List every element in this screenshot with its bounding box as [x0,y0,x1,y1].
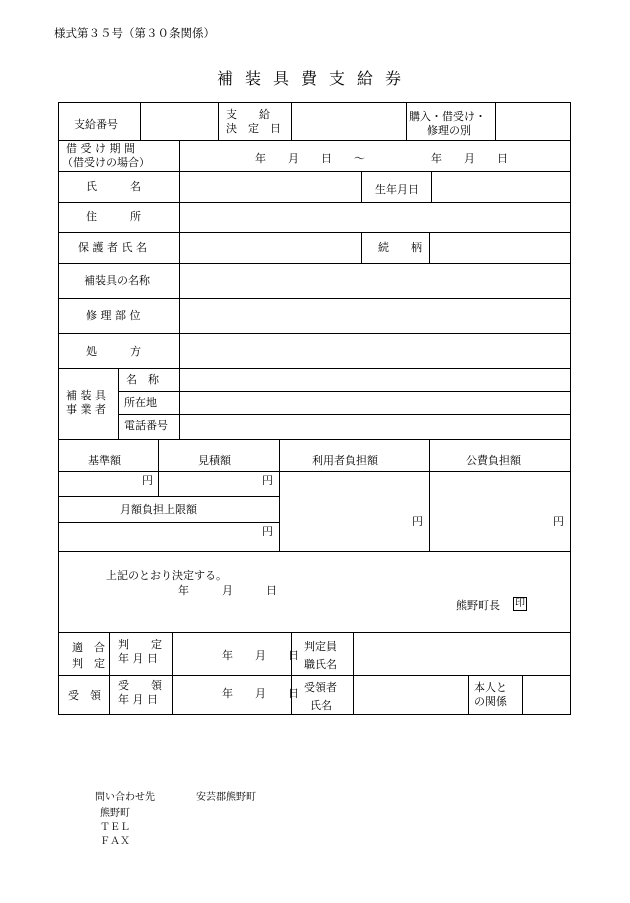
decision-text: 上記のとおり決定する。 [106,569,227,582]
label-seinengappi: 生年月日 [375,183,419,196]
yen-kijun: 円 [142,474,153,487]
label-juryosha-2: 氏名 [310,699,332,712]
label-juryosha-1: 受領者 [304,681,337,694]
label-juryo: 受 領 [68,689,101,702]
label-riyosha: 利用者負担額 [312,454,378,467]
inquiry-tel: ＴＥＬ [100,822,130,833]
label-shuri-bui: 修 理 部 位 [86,309,141,322]
label-kijun: 基準額 [88,454,121,467]
seal-mark: 印 [515,598,525,609]
label-hantei-1: 判 定 [118,638,162,651]
label-jusho: 住 所 [86,210,141,223]
label-kouhi: 公費負担額 [466,454,521,467]
inquiry-address: 安芸郡熊野町 [196,792,256,803]
hantei-date: 年 月 日 [222,649,299,662]
label-mitsumori: 見積額 [198,454,231,467]
label-kankei-1: 本人と [474,681,507,694]
decision-date: 年 月 日 [178,584,277,597]
form-number: 様式第３５号（第３０条関係） [54,26,215,40]
label-juryo-d-2: 年 月 日 [118,693,158,706]
label-shimei: 氏 名 [86,180,141,193]
yen-riyosha: 円 [412,515,423,528]
inquiry-label: 問い合わせ先 [95,792,155,803]
label-hogosha: 保 護 者 氏 名 [78,241,147,254]
label-jigyosha-2: 事 業 者 [66,403,106,416]
yen-mitsumori: 円 [262,474,273,487]
inquiry-town: 熊野町 [100,808,130,819]
kariuke-dates: 年 月 日 ～ 年 月 日 [255,152,508,165]
label-tekigo-2: 判 定 [72,657,105,670]
label-hantei-2: 年 月 日 [118,652,158,665]
label-shikyu-kettei-2: 決 定 日 [226,122,281,135]
label-jigyosha-address: 所在地 [124,396,157,409]
label-jigyosha-1: 補 装 具 [66,389,106,402]
mayor-label: 熊野町長 [456,599,500,612]
label-jigyosha-name: 名 称 [126,373,159,386]
form-title: 補装具費支給券 [216,69,413,88]
label-zokugara: 続 柄 [378,241,422,254]
label-shoho: 処 方 [86,345,141,358]
juryo-date: 年 月 日 [222,687,299,700]
label-kariuke-1: 借 受 け 期 間 [66,142,135,155]
inquiry-fax: ＦＡＸ [100,836,130,847]
label-kounyu-1: 購入・借受け・ [409,110,486,123]
label-kariuke-2: （借受けの場合） [62,156,150,169]
label-shikyu-kettei-1: 支 給 [226,108,270,121]
label-juryo-d-1: 受 領 [118,679,162,692]
label-shikyu-bango: 支給番号 [74,118,118,131]
label-kankei-2: の関係 [474,695,507,708]
label-getsugaku: 月額負担上限額 [120,503,197,516]
label-kounyu-2: 修理の別 [427,124,471,137]
label-tekigo-1: 適 合 [72,641,105,654]
label-meisho: 補装具の名称 [84,274,150,287]
yen-kouhi: 円 [553,515,564,528]
label-jigyosha-phone: 電話番号 [124,419,168,432]
label-hantei-in-1: 判定員 [304,640,337,653]
label-hantei-in-2: 職氏名 [304,658,337,671]
yen-getsugaku: 円 [262,525,273,538]
